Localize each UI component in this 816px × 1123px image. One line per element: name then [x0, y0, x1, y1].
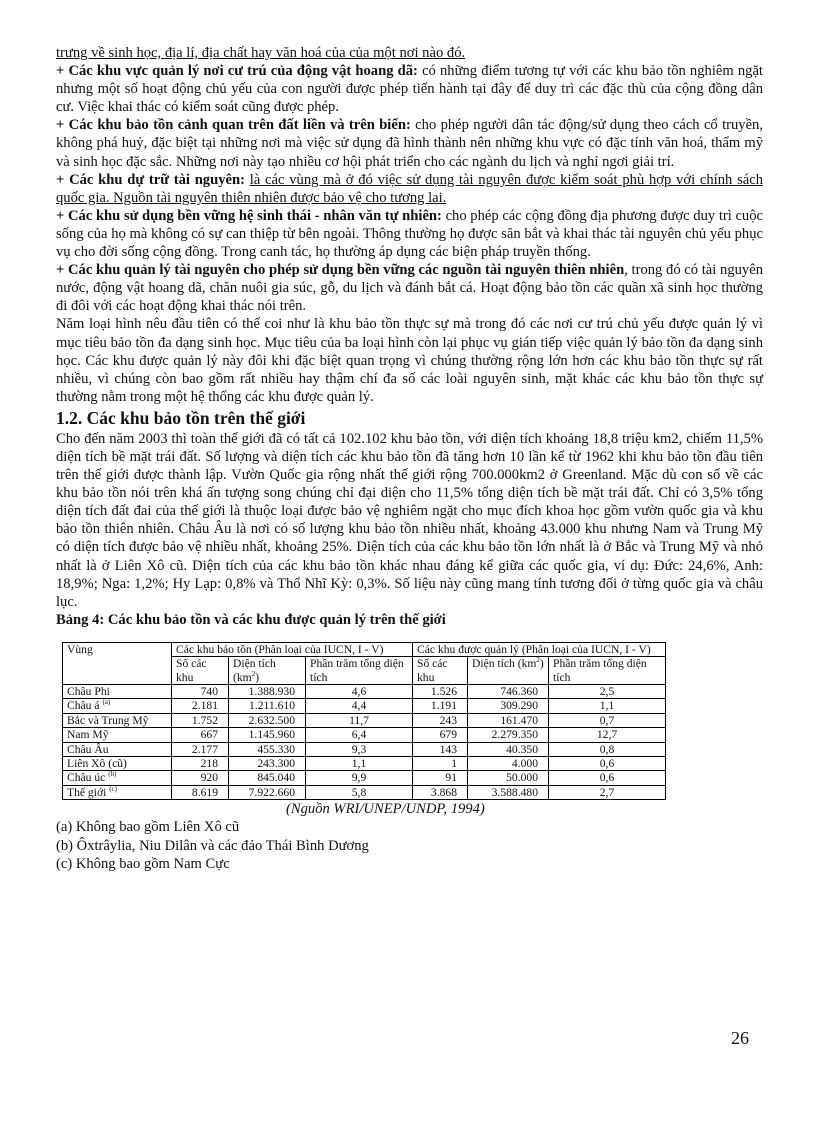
- table-row: Thế giới $^{(c)}$ 8.619 7.922.660 5,8 3.868 3.588.480 2,7: [63, 785, 666, 799]
- table-row: Liên Xô (cũ) 218 243.300 1,1 1 4.000 0,6: [63, 757, 666, 771]
- header-percent: Phần trăm tổng diện tích: [306, 657, 413, 685]
- table-row: Châu á $^{(a)}$ 2.181 1.211.610 4,4 1.191 309.290 1,1: [63, 699, 666, 713]
- protected-areas-table: [62, 642, 666, 800]
- header-count: Số các khu: [413, 657, 468, 685]
- underlined-text: là các vùng mà ở đó việc sử dụng tài nguyên được kiểm soát phù hợp với chính sách quốc gia. Nguồn tài nguyên thiên nhiên được bảo vệ cho tương lai.: [56, 171, 763, 206]
- table-source: (Nguồn WRI/UNEP/UNDP, 1994): [286, 801, 485, 818]
- table-row: Châu Phi 740 1.388.930 4,6 1.526 746.360 2,5: [63, 685, 666, 699]
- paragraph-summary: Năm loại hình nêu đầu tiên có thể coi như là khu bảo tồn thực sự mà trong đó các nơi cư trú chủ yếu được quản lý vì mục tiêu bảo tồn đa dạng sinh học. Mục tiêu của ba loại hình còn lại phục vụ gián tiếp việc quản lý bảo tồn đa dạng sinh học. Các khu được quản lý này đôi khi đặc biệt quan trọng vì chúng thường rộng lớn hơn các khu bảo tồn thực sự rất nhiều, vì chúng còn bao gồm rất nhiều hay thậm chí đa số các loài nguyên sinh, mặt khác các khu bảo tồn thực sự thường nằm trong một hệ thống các khu được quản lý.: [56, 316, 763, 405]
- bold-lead: + Các khu dự trữ tài nguyên:: [56, 171, 245, 188]
- paragraph-sustainable-use: + Các khu sử dụng bền vững hệ sinh thái - nhân văn tự nhiên: cho phép các cộng đồng địa phương được duy trì cuộc sống của họ mà không có sự can thiệp từ bên ngoài. Thông thường họ được săn bắt và khai thác tài nguyên chủ yếu phục vụ cho đời sống cộng đồng. Trong canh tác, họ thường áp dụng các biện pháp truyền thống.: [56, 207, 764, 261]
- table-row: Châu úc $^{(b)}$ 920 845.040 9,9 91 50.000 0,6: [63, 771, 666, 785]
- header-group-protected: Các khu bảo tồn (Phân loại của IUCN, I - V): [172, 642, 413, 656]
- table-row: Bắc và Trung Mỹ 1.752 2.632.500 11,7 243 161.470 0,7: [63, 713, 666, 727]
- header-area: Diện tích $(km^2)$: [468, 657, 549, 685]
- footnote-a: (a) Không bao gồm Liên Xô cũ: [56, 819, 240, 836]
- page-number: 26: [731, 1028, 749, 1048]
- header-region: Vùng: [63, 642, 172, 684]
- table-caption: Bảng 4: Các khu bảo tồn và các khu được quản lý trên thế giới: [56, 611, 446, 628]
- bold-lead: + Các khu vực quản lý nơi cư trú của động vật hoang dã:: [56, 63, 418, 80]
- paragraph-landscape-areas: + Các khu bảo tồn cảnh quan trên đất liền và trên biển: cho phép người dân tác động/sử dụng theo cách cổ truyền, không phá huỷ, đặc biệt tại những nơi mà việc sử dụng đã hình thành nên những khu vực có đặc tính văn hoá, thẩm mỹ và sinh học đặc sắc. Những nơi này tạo nhiều cơ hội phát triển cho các ngành du lịch và nghỉ ngơi giải trí.: [56, 117, 764, 170]
- header-group-managed: Các khu được quản lý (Phân loại của IUCN, I - V): [413, 642, 666, 656]
- table-header-row: [63, 642, 666, 656]
- paragraph-continuation: [56, 44, 763, 62]
- table-row: Châu Âu 2.177 455.330 9,3 143 40.350 0,8: [63, 742, 666, 756]
- paragraph-resource-reserves: [56, 171, 763, 207]
- underlined-text: trưng về sinh học, địa lí, địa chất hay văn hoá của của một nơi nào đó.: [56, 45, 466, 61]
- section-heading: 1.2. Các khu bảo tồn trên thế giới: [56, 407, 306, 428]
- header-percent: Phần trăm tổng diện tích: [549, 657, 666, 685]
- header-area: Diện tích $(km^2)$: [229, 657, 306, 685]
- paragraph-wildlife-areas: + Các khu vực quản lý nơi cư trú của động vật hoang dã: có những điểm tương tự với các khu bảo tồn nghiêm ngặt nhưng một số hoạt động chủ yếu của con người được phép tiến hành tại đây để duy trì các đặc thù của cộng đồng dân cư. Việc khai thác có kiểm soát cũng được phép.: [56, 63, 763, 116]
- header-count: Số các khu: [172, 657, 229, 685]
- bold-lead: + Các khu sử dụng bền vững hệ sinh thái - nhân văn tự nhiên:: [56, 207, 442, 224]
- table-row: Nam Mỹ 667 1.145.960 6,4 679 2.279.350 12,7: [63, 728, 666, 742]
- bold-lead: + Các khu bảo tồn cảnh quan trên đất liền và trên biển:: [56, 117, 411, 134]
- document-page: [56, 44, 763, 874]
- paragraph-resource-management: + Các khu quản lý tài nguyên cho phép sử dụng bền vững các nguồn tài nguyên thiên nhiên, trong đó có tài nguyên nước, động vật hoang dã, chăn nuôi gia súc, gỗ, du lịch và đánh bắt cá. Hoạt động bảo tồn các quần xã sinh học thường đi đôi với các hoạt động khai thác nói trên.: [56, 262, 763, 315]
- paragraph-world-stats: Cho đến năm 2003 thì toàn thế giới đã có tất cả 102.102 khu bảo tồn, với diện tích khoảng 18,8 triệu km2, chiếm 11,5% diện tích bề mặt trái đất. Số lượng và diện tích các khu bảo tồn đã tăng hơn 10 lần kể từ 1962 khi khu bảo tồn đầu tiên trên thế giới được thành lập. Vườn Quốc gia rộng nhất thế giới rộng 700.000km2 ở Greenland. Mặc dù con số về các khu bảo tồn nói trên khá ấn tượng song chúng chỉ đại diện cho 11,5% tổng diện tích bề mặt trái đất. Chỉ có 3,5% tổng diện tích đất đai của thế giới là thuộc loại được bảo vệ nghiêm ngặt cho mục đích khoa học gồm vườn quốc gia và khu bảo tồn thiên nhiên. Châu Âu là nơi có số lượng khu bảo tồn nhiều nhất, khoảng 43.000 khu nhưng Nam và Trung Mỹ có diện tích được bảo vệ nhiều nhất, khoảng 25%. Diện tích của các khu bảo tồn lớn nhất là ở Bắc và Trung Mỹ và nhỏ nhất là ở Liên Xô cũ. Diện tích của các khu bảo tồn khác nhau đáng kể giữa các quốc gia, ví dụ: Đức: 24,6%, Anh: 18,9%; Nga: 1,2%; Hy Lạp: 0,8% và Thổ Nhĩ Kỳ: 0,3%. Số liệu này cũng mang tính tương đối ở từng quốc gia và châu lục.: [56, 430, 763, 610]
- bold-lead: + Các khu quản lý tài nguyên cho phép sử dụng bền vững các nguồn tài nguyên thiên nhiên: [56, 262, 625, 279]
- footnote-b: (b) Ôxtrâylia, Niu Dilân và các đảo Thái Bình Dương: [56, 837, 369, 854]
- footnote-c: (c) Không bao gồm Nam Cực: [56, 856, 230, 873]
